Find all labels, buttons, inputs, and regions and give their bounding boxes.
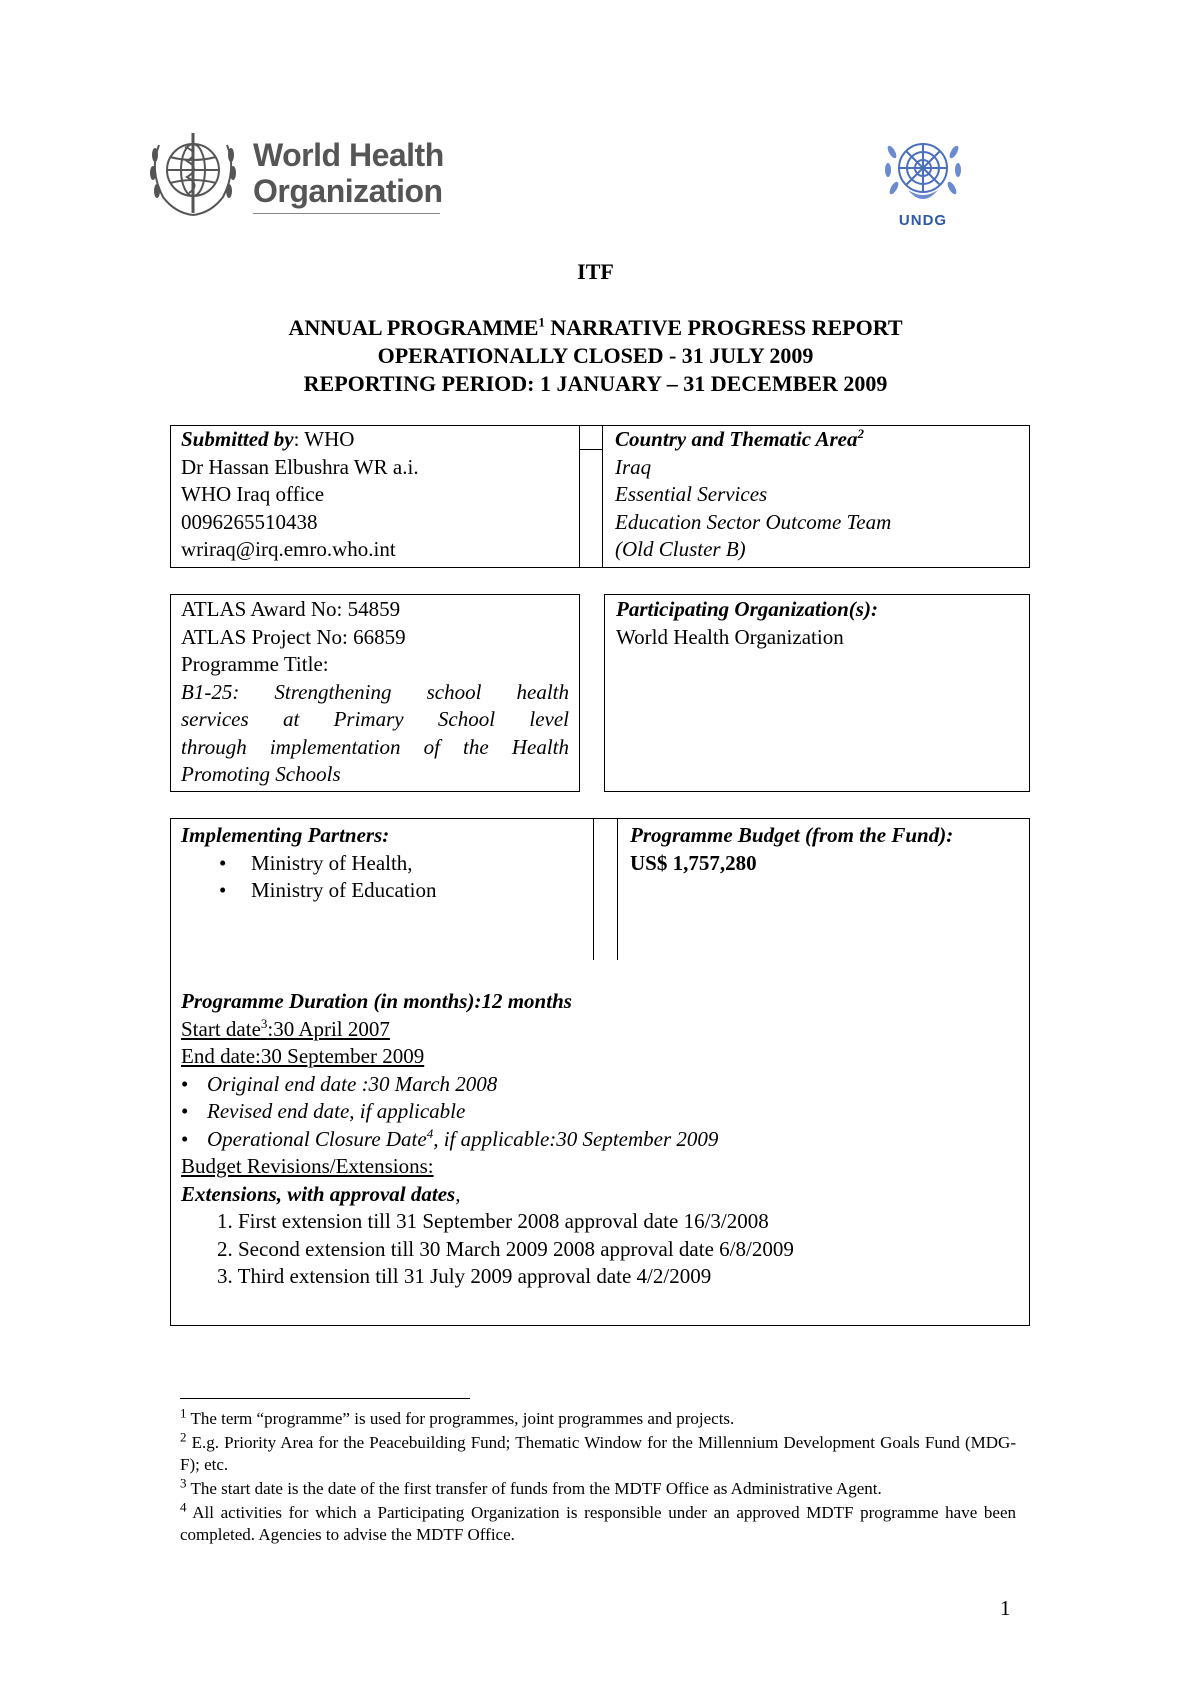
list-item: • Operational Closure Date$^4$, if applicable:30 September 2009 bbox=[181, 1125, 719, 1151]
undg-logo bbox=[868, 130, 988, 235]
report-title-line1: ANNUAL PROGRAMME$^1$ NARRATIVE PROGRESS REPORT bbox=[288, 314, 903, 340]
participating-block: Participating Organization(s): World Health Organization bbox=[616, 597, 878, 649]
page-number: 1 bbox=[1000, 1596, 1011, 1620]
undg-wordmark: UNDG bbox=[898, 212, 948, 229]
list-item: • Ministry of Education bbox=[219, 878, 437, 902]
divider bbox=[602, 425, 603, 568]
itf-heading: ITF bbox=[577, 259, 614, 284]
list-item: 1. First extension till 31 September 2008 approval date 16/3/2008 bbox=[217, 1209, 769, 1233]
footnote-3: $^3$ The start date is the date of the first transfer of funds from the MDTF Office as Administrative Agent. bbox=[180, 1475, 882, 1498]
duration-block: Programme Duration (in months):12 months Start date$^3$:30 April 2007 End date:30 September 2009 • Original end date :30 March 2008 • Revised end date, if applicable • Operational Closure Date$^4$, if applicable:30 September 2009 Budget Revisions/Extensions: Extensions, with approval dates, 1. First extension till 31 September 2008 approval date 16/3/2008 2. Second extension till 30 March 2009 2008 approval date 6/8/2009 3. Third extension till 31 July 2009 approval date 4/2/2009 bbox=[181, 988, 1021, 1291]
report-title-line3: REPORTING PERIOD: 1 JANUARY – 31 DECEMBER 2009 bbox=[303, 371, 888, 396]
footnote-2: $^2$ E.g. Priority Area for the Peacebuilding Fund; Thematic Window for the Millennium Development Goals Fund (MDG-F); etc. bbox=[180, 1429, 1016, 1474]
list-item: • Original end date :30 March 2008 bbox=[181, 1071, 498, 1096]
list-item: • Revised end date, if applicable bbox=[181, 1099, 466, 1123]
who-logo bbox=[145, 125, 445, 220]
who-wordmark: World Health Organization bbox=[253, 137, 444, 209]
implementing-partners-block: Implementing Partners: • Ministry of Health, • Ministry of Education bbox=[181, 822, 581, 905]
divider bbox=[617, 818, 618, 960]
footnote-4: $^4$ All activities for which a Participating Organization is responsible under an approved MDTF programme have been completed. Agencies to advise the MDTF Office. bbox=[180, 1499, 1016, 1544]
list-item: • Ministry of Health, bbox=[219, 850, 413, 875]
who-emblem-icon bbox=[145, 125, 245, 220]
footnote-rule bbox=[180, 1398, 470, 1399]
report-title-line2: OPERATIONALLY CLOSED - 31 JULY 2009 bbox=[377, 343, 814, 368]
atlas-block: ATLAS Award No: 54859 ATLAS Project No: 66859 Programme Title: B1-25: Strengthening school health services at Primary School level through implementation of the Health Promoting Schools bbox=[181, 597, 569, 786]
logo-rule bbox=[253, 213, 440, 214]
submitted-by-block: Submitted by: WHO Dr Hassan Elbushra WR a.i. WHO Iraq office 0096265510438 wriraq@irq.emro.who.int bbox=[181, 427, 419, 561]
un-emblem-icon bbox=[868, 130, 978, 212]
divider bbox=[593, 818, 594, 960]
list-item: 2. Second extension till 30 March 2009 2008 approval date 6/8/2009 bbox=[217, 1236, 794, 1261]
country-thematic-block: Country and Thematic Area$^2$ Iraq Essential Services Education Sector Outcome Team (Old Cluster B) bbox=[615, 426, 892, 561]
footnote-1: $^1$ The term “programme” is used for programmes, joint programmes and projects. bbox=[180, 1405, 735, 1428]
divider bbox=[579, 425, 580, 568]
divider bbox=[579, 449, 602, 450]
budget-block: Programme Budget (from the Fund): US$ 1,757,280 bbox=[630, 823, 954, 875]
list-item: 3. Third extension till 31 July 2009 approval date 4/2/2009 bbox=[217, 1264, 712, 1288]
